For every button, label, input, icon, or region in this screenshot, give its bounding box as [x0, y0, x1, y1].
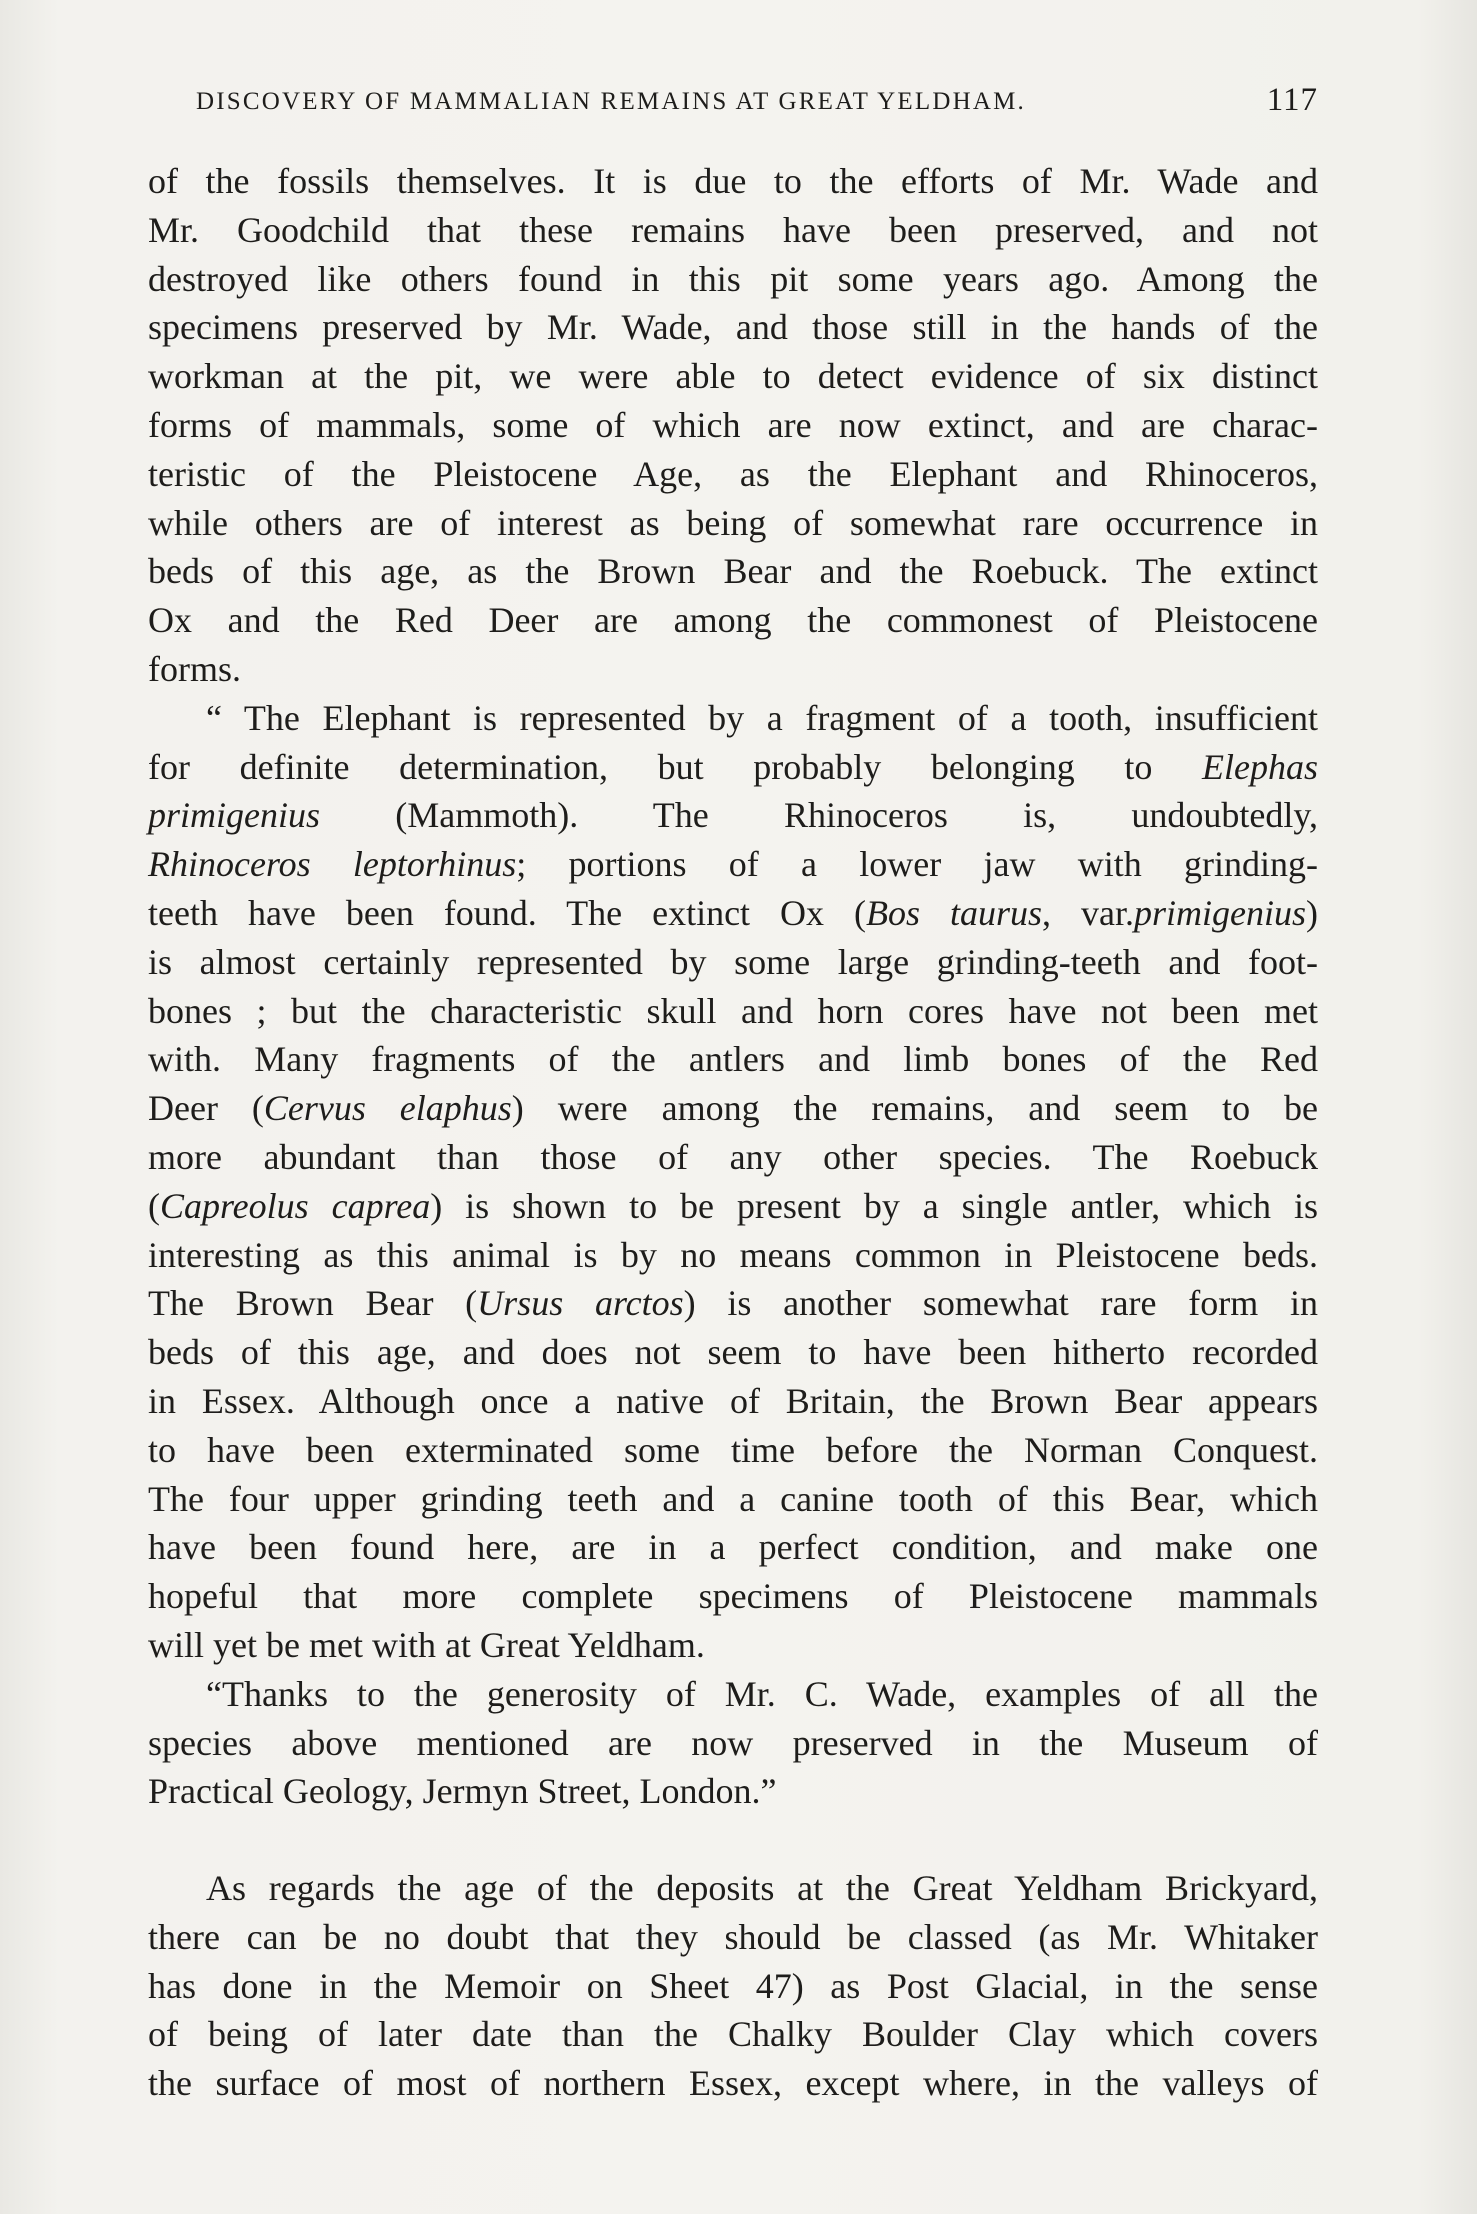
text-line: “ The Elephant is represented by a fragment of a tooth, insufficient [206, 697, 1318, 738]
text-line: workman at the pit, we were able to detect evidence of six distinct [148, 356, 1318, 397]
text-line [148, 791, 1318, 840]
text-line: of the fossils themselves. It is due to the efforts of Mr. Wade and [148, 161, 1318, 201]
italic-run: Bos taurus [866, 892, 1043, 933]
italic-run: primigenius [148, 795, 321, 836]
paragraph-gap [148, 1816, 1318, 1864]
text-run: ; portions of a lower jaw with grinding- [516, 844, 1318, 885]
text-line: As regards the age of the deposits at the Great Yeldham Brickyard, [206, 1868, 1318, 1909]
running-head [196, 82, 1318, 122]
text-line: there can be no doubt that they should be classed (as Mr. Whitaker [148, 1916, 1318, 1957]
text-run: ) is another somewhat rare form in [683, 1283, 1318, 1324]
text-line [148, 1279, 1318, 1328]
text-line: teristic of the Pleistocene Age, as the Elephant and Rhinoceros, [148, 453, 1318, 494]
text-line: forms. [148, 648, 241, 689]
text-run: The Brown Bear ( [148, 1283, 478, 1324]
text-line [148, 743, 1318, 792]
text-line [148, 1084, 1318, 1133]
text-line: hopeful that more complete specimens of Pleistocene mammals [148, 1576, 1318, 1617]
text-line: species above mentioned are now preserved in the Museum of [148, 1722, 1318, 1763]
text-run: ) is shown to be present by a single antler, which is [430, 1185, 1318, 1226]
text-run: (Mammoth). The Rhinoceros is, undoubtedly, [395, 795, 1318, 836]
running-head-title: DISCOVERY OF MAMMALIAN REMAINS AT GREAT YELDHAM. [196, 88, 1026, 115]
text-line: has done in the Memoir on Sheet 47) as Post Glacial, in the sense [148, 1965, 1318, 2006]
text-line: interesting as this animal is by no means common in Pleistocene beds. [148, 1234, 1318, 1275]
text-run: ) [1306, 892, 1318, 933]
page-number: 117 [1266, 82, 1318, 118]
text-line: is almost certainly represented by some large grinding-teeth and foot- [148, 941, 1318, 982]
italic-run: Elephas [1202, 746, 1318, 787]
text-line: the surface of most of northern Essex, except where, in the valleys of [148, 2063, 1318, 2104]
text-line: beds of this age, and does not seem to have been hitherto recorded [148, 1332, 1318, 1373]
text-line: Practical Geology, Jermyn Street, London.” [148, 1771, 777, 1812]
text-line: while others are of interest as being of somewhat rare occurrence in [148, 502, 1318, 543]
text-run: , var. [1042, 892, 1134, 933]
text-run: for definite determination, but probably belonging to [148, 746, 1153, 787]
text-line: “Thanks to the generosity of Mr. C. Wade, examples of all the [206, 1673, 1318, 1714]
text-line: more abundant than those of any other species. The Roebuck [148, 1136, 1318, 1177]
italic-run: Capreolus caprea [160, 1185, 431, 1226]
text-line: specimens preserved by Mr. Wade, and those still in the hands of the [148, 307, 1318, 348]
text-line: in Essex. Although once a native of Britain, the Brown Bear appears [148, 1380, 1318, 1421]
text-run: Deer ( [148, 1088, 264, 1129]
body-text [148, 157, 1318, 2108]
italic-run: Rhinoceros leptorhinus [148, 844, 517, 885]
text-line [148, 1182, 1318, 1231]
italic-run: primigenius [1133, 892, 1306, 933]
text-line: Mr. Goodchild that these remains have been preserved, and not [148, 209, 1318, 250]
text-line: with. Many fragments of the antlers and limb bones of the Red [148, 1039, 1318, 1080]
text-line: of being of later date than the Chalky Boulder Clay which covers [148, 2014, 1318, 2055]
text-run: teeth have been found. The extinct Ox ( [148, 892, 866, 933]
text-line: will yet be met with at Great Yeldham. [148, 1624, 705, 1665]
text-line [148, 889, 1318, 938]
text-line [148, 840, 1318, 889]
text-line: to have been exterminated some time before the Norman Conquest. [148, 1429, 1318, 1470]
text-line: bones ; but the characteristic skull and horn cores have not been met [148, 990, 1318, 1031]
text-line: have been found here, are in a perfect condition, and make one [148, 1527, 1318, 1568]
text-line: Ox and the Red Deer are among the commonest of Pleistocene [148, 600, 1318, 641]
italic-run: Ursus arctos [477, 1283, 684, 1324]
text-run: ) were among the remains, and seem to be [511, 1088, 1319, 1129]
text-run: ( [148, 1185, 160, 1226]
text-line: beds of this age, as the Brown Bear and the Roebuck. The extinct [148, 551, 1318, 592]
italic-run: Cervus elaphus [263, 1088, 512, 1129]
text-line: forms of mammals, some of which are now extinct, and are charac- [148, 404, 1318, 445]
text-line: destroyed like others found in this pit some years ago. Among the [148, 258, 1318, 299]
text-line: The four upper grinding teeth and a canine tooth of this Bear, which [148, 1478, 1318, 1519]
